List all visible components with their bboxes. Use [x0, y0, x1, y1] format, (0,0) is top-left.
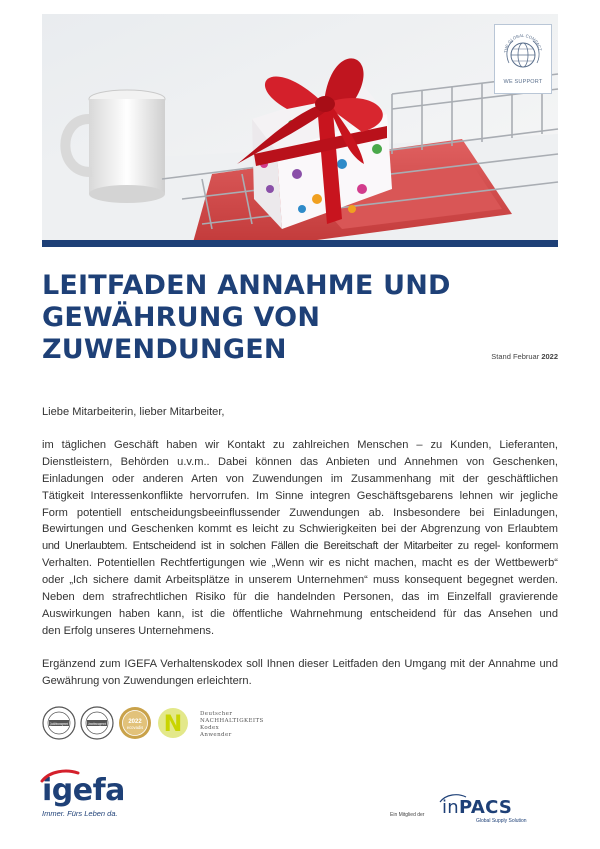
igefa-logo: [42, 775, 125, 818]
ecovadis-medal: [118, 706, 152, 740]
environment-cert-seal: [80, 706, 114, 740]
paragraph-line: im täglichen Geschäft haben wir Kontakt zu zahlreichen Menschen – zu Kunden, Lieferanten,: [42, 438, 558, 451]
environment-seal-text: Umweltmanagement: [88, 720, 107, 726]
paragraph-line: Einladungen oder anderen Arten von Zuwendungen im Zusammenhang mit der geschäftlichen: [42, 472, 558, 485]
global-compact-badge: [494, 24, 552, 94]
paragraph-line: Form potentiell entscheidungsbeeinflussender Zuwendungen ab. Insbesondere bei Einladungen,: [42, 506, 558, 519]
paragraph-line: Neben dem strafrechtlichen Risiko für die handelnden Personen, das im Einzelfall gravierende: [42, 591, 558, 604]
quality-seal-text: Qualitätsmanagement: [50, 720, 69, 726]
greeting: Liebe Mitarbeiterin, lieber Mitarbeiter,: [42, 406, 225, 418]
inpacs-subtitle: Global Supply Solution: [476, 818, 527, 824]
title-line-2: GEWÄHRUNG VON: [42, 302, 321, 333]
ecovadis-year: 2022: [128, 719, 142, 725]
title-line-1: LEITFADEN ANNAHME UND: [42, 270, 451, 301]
dnk-n-icon: [156, 706, 196, 740]
paragraph-1: [42, 437, 558, 640]
igefa-wordmark: igefa: [42, 773, 125, 808]
letter-body: [42, 404, 558, 690]
inpacs-wordmark: [442, 797, 512, 818]
header-divider: [42, 240, 558, 247]
inpacs-name: PACS: [459, 797, 513, 818]
global-compact-emblem-icon: [499, 29, 547, 77]
ecovadis-label: ecovadis: [126, 725, 144, 730]
igefa-swoosh-icon: [40, 769, 80, 783]
dnk-line-1: Deutscher: [200, 711, 233, 717]
badge-ring-text: THE GLOBAL COMPACT: [502, 32, 543, 54]
dnk-line-3: Kodex: [200, 725, 220, 731]
paragraph-line: Verhalten. Potentiellen Rechtfertigungen wie „Wenn wir es nicht machen, macht es der Wettbewerb“: [42, 557, 558, 570]
svg-text:N: N: [163, 712, 183, 737]
quality-cert-seal: [42, 706, 76, 740]
badge-caption: WE SUPPORT: [503, 79, 543, 85]
quality-seal-icon: [42, 706, 76, 740]
date-stamp: [491, 352, 558, 361]
date-year: 2022: [541, 352, 558, 361]
dnk-logo: [156, 706, 196, 740]
member-label: Ein Mitglied der: [390, 812, 425, 818]
dnk-line-2: NACHHALTIGKEITS: [200, 718, 264, 724]
date-label: Stand Februar: [491, 352, 540, 361]
paragraph-line: Dienstleistern, Behörden u.v.m.. Dabei können das Anbieten und Annehmen von Geschenken,: [42, 455, 558, 468]
paragraph-2: Ergänzend zum IGEFA Verhaltenskodex soll Ihnen dieser Leitfaden den Umgang mit der Annahme und Gewährung von Zuwendungen erleichtern.: [42, 657, 558, 687]
igefa-tagline: Immer. Fürs Leben da.: [42, 809, 118, 818]
inpacs-logo: [390, 793, 560, 823]
environment-seal-icon: [80, 706, 114, 740]
paragraph-line: den Erfolg unseres Unternehmens.: [42, 624, 215, 637]
paragraph-line: und Unerlaubtem. Entscheidend ist in solchen Fällen die Bereitschaft der Mitarbeiter zu regel- konformem: [42, 540, 558, 553]
paragraph-line: oder „Ich sichere damit Arbeitsplätze in unserem Unternehmen“ muss konsequent begegnet werden.: [42, 574, 558, 587]
dnk-label: [200, 711, 264, 739]
inpacs-prefix: in: [442, 797, 460, 818]
hero-photo: [42, 14, 558, 246]
title-line-3: ZUWENDUNGEN: [42, 334, 287, 365]
gift-photo-illustration: [42, 14, 558, 246]
ecovadis-medal-icon: [118, 706, 152, 740]
dnk-line-4: Anwender: [200, 732, 232, 738]
paragraph-line: Bewirtungen und Geschenken kommt es leicht zu Schwierigkeiten bei der Abgrenzung von Erlaubtem: [42, 523, 558, 536]
page-title: [42, 270, 451, 366]
paragraph-line: Tätigkeit Interessenkonflikte hervorrufen. Im Sinne integren Geschäftsgebarens lehnen wir jegliche: [42, 489, 558, 502]
paragraph-line: Auswirkungen haben kann, ist die öffentliche Wahrnehmung entscheidend für das Ansehen und: [42, 607, 558, 620]
